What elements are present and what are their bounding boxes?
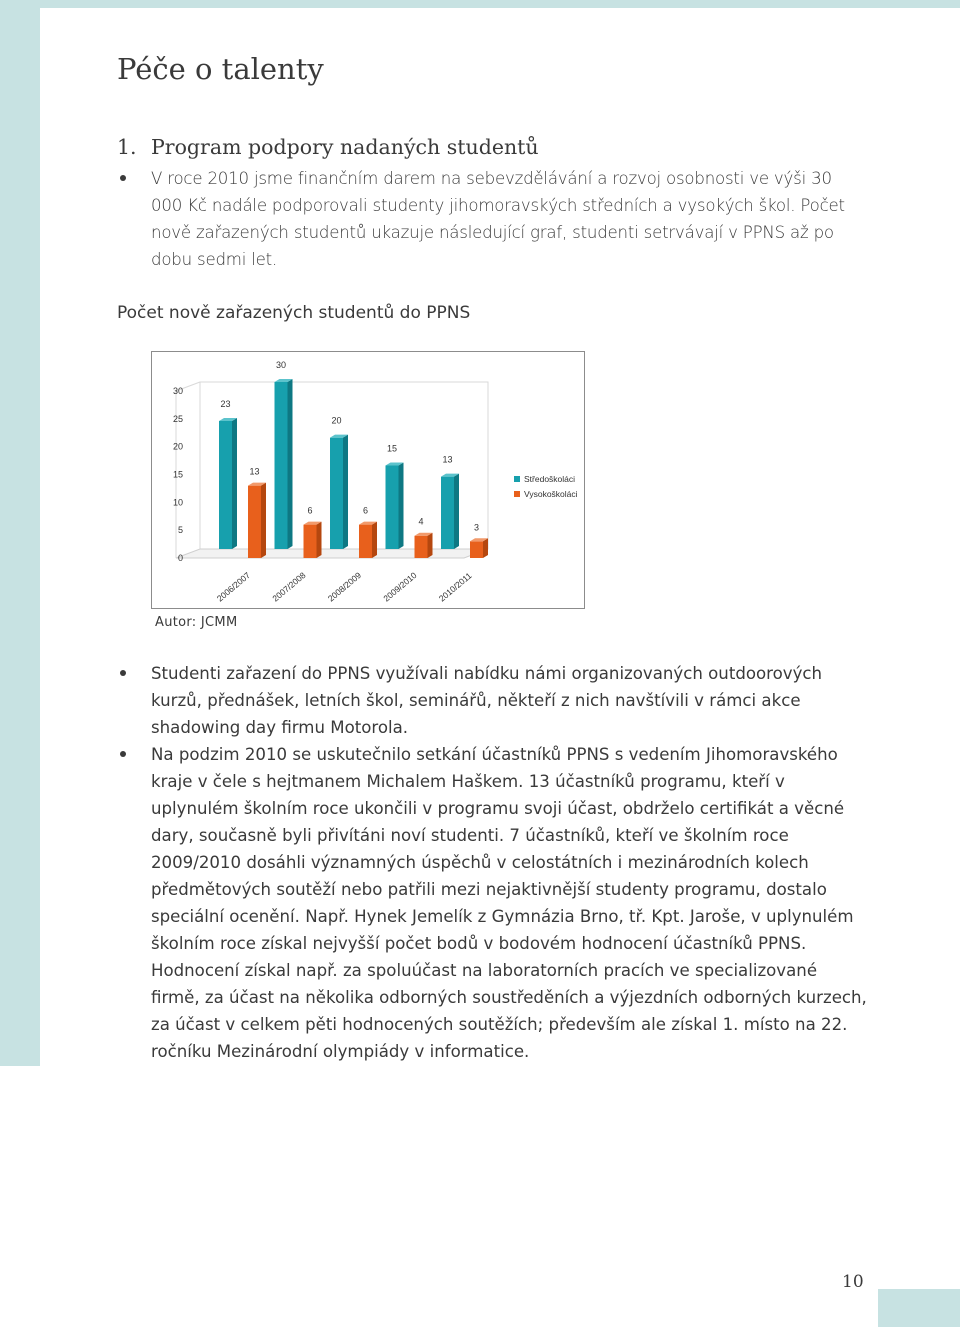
bar-value-label: 23 [220,398,231,409]
bar-value-label: 13 [442,454,453,465]
bar-value-label: 20 [331,415,342,426]
bar-vysokoskolaci [415,536,428,558]
legend-swatch [514,491,520,497]
x-tick-label: 2007/2008 [270,570,308,604]
bar-side-face [399,463,404,550]
section-number: 1. [117,135,137,159]
bar-side-face [317,522,322,558]
section-title: Program podpory nadaných studentů [151,135,539,159]
chart-author: Autor: JCMM [155,615,238,630]
paragraph-funding: V roce 2010 jsme finančním darem na sebevzdělávání a rozvoj osobnosti ve výši 30 000 Kč nadále podporovali studenty jihomoravských středních a vysokých škol. Počet nově zařazených studentů ukazuje následující graf, studenti setrvávají v PPNS až po dobu sedmi let. [151,165,867,273]
bar-stredoskolaci [219,421,232,549]
bar-side-face [428,533,433,558]
y-tick-label: 20 [172,441,183,452]
page-title: Péče o talenty [117,52,324,86]
bar-side-face [454,474,459,549]
top-color-band [0,0,960,8]
x-tick-label: 2010/2011 [436,570,474,604]
x-tick-label: 2008/2009 [325,570,364,604]
bar-chart [152,352,584,608]
bar-value-label: 6 [307,505,313,516]
y-axis [173,386,183,563]
corner-color-band [878,1289,960,1327]
chart-caption: Počet nově zařazených studentů do PPNS [117,303,471,323]
chart-frame [151,351,585,609]
bar-vysokoskolaci [470,541,483,558]
bar-value-label: 15 [386,443,398,454]
chart-floor [176,549,488,558]
legend-swatch [514,476,520,482]
y-tick-label: 10 [172,497,183,508]
legend [514,474,578,499]
bar-side-face [343,435,348,549]
bar-side-face [261,483,266,558]
paragraph-activities: Studenti zařazení do PPNS využívali nabídku námi organizovaných outdoorových kurzů, přednášek, letních škol, seminářů, někteří z nich navštívili v rámci akce shadowing day firmu Motorola. [151,660,867,741]
bar-stredoskolaci [441,477,454,549]
bar-value-label: 13 [249,466,260,477]
bar-value-label: 3 [473,522,480,533]
bar-vysokoskolaci [304,525,317,558]
bar-stredoskolaci [386,466,399,550]
side-color-band [0,0,40,1066]
bar-value-label: 30 [275,360,287,370]
paragraph-meeting: Na podzim 2010 se uskutečnilo setkání účastníků PPNS s vedením Jihomoravského kraje v čele s hejtmanem Michalem Haškem. 13 účastníků programu, kteří v uplynulém školním roce ukončili v programu svoji účast, obdrželo certifikát a věcné dary, současně byli přivítáni noví studenti. 7 účastníků, kteří ve školním roce 2009/2010 dosáhli významných úspěchů v celostátních i mezinárodních kolech předmětových soutěží nebo patřili mezi nejaktivnější studenty programu, dostalo speciální ocenění. Např. Hynek Jemelík z Gymnázia Brno, tř. Kpt. Jaroše, v uplynulém školním roce získal nejvyšší počet bodů v bodovém hodnocení účastníků PPNS. Hodnocení získal např. za spoluúčast na laboratorních pracích ve specializované firmě, za účast na několika odborných soustředěních a výjezdních odborných kurzech, za účast v celkem pěti hodnocených soutěžích; především ale získal 1. místo na 22. ročníku Mezinárodní olympiády v informatice. [151,741,867,1065]
bar-side-face [372,522,377,558]
bar-stredoskolaci [330,438,343,549]
bar-side-face [288,379,293,549]
y-tick-label: 30 [172,386,183,396]
bar-stredoskolaci [275,382,288,549]
legend-label: Vysokoškoláci [524,489,578,499]
y-tick-label: 0 [177,553,183,563]
page-number: 10 [842,1272,864,1292]
bar-side-face [483,538,488,558]
x-tick-label: 2009/2010 [381,570,419,604]
bar-value-label: 6 [362,505,369,516]
bar-vysokoskolaci [359,525,372,558]
y-tick-label: 15 [172,469,183,480]
bar-value-label: 4 [418,516,424,527]
section-heading [117,135,539,159]
bar-side-face [232,418,237,549]
y-tick-label: 25 [172,413,183,424]
x-axis [215,570,474,604]
legend-label: Středoškoláci [524,474,576,484]
y-tick-label: 5 [177,525,183,536]
bar-vysokoskolaci [248,486,261,558]
x-tick-label: 2006/2007 [214,570,253,604]
